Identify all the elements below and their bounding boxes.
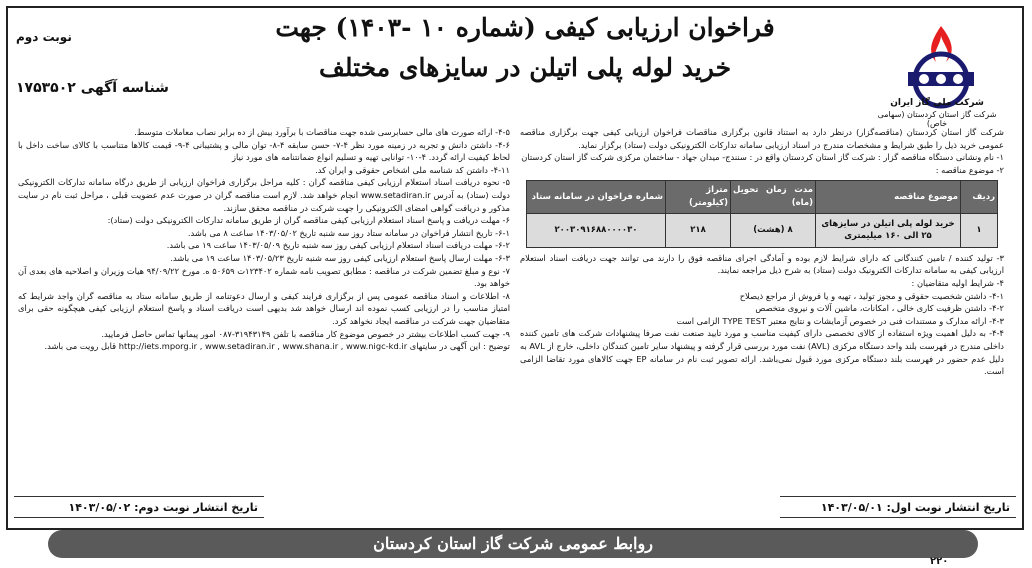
item-4-2: ۴-۲- داشتن ظرفیت کاری خالی ، امکانات، ماشین آلات و نیروی متخصص	[755, 303, 1004, 314]
cell-length: ۲۱۸	[666, 213, 731, 247]
intro-text: شرکت گاز استان کردستان (مناقصه‌گزار) درنظر دارد به استناد قانون برگزاری مناقصات فراخوان ارزیابی کیفی جهت برگزاری مناقصه عمومی خرید ذیل را طبق شرایط و مشخصات مندرج در اسناد ارزیابی سامانه تدارکات الکترونیکی دولت (ستاد) برگزار نماید.	[520, 127, 1004, 150]
company-name: شرکت ملی گاز ایران	[890, 98, 984, 108]
item-6-1: ۶-۱- تاریخ انتشار فراخوان در سامانه ستاد روز سه شنبه تاریخ ۱۴۰۳/۰۵/۰۲ ساعت ۸ می باشد.	[187, 227, 510, 238]
cell-subject: خرید لوله پلی اتیلن در سایزهای ۲۵ الی ۱۶۰ میلیمتری	[816, 213, 961, 247]
col-header-row-number: ردیف	[961, 181, 998, 213]
cell-row-number: ۱	[961, 213, 998, 247]
item-8: ۸- اطلاعات و اسناد مناقصه عمومی پس از برگزاری فرایند کیفی و ارسال دعوتنامه از طریق سامانه ستاد به مناقصه گران واجد شرایط که امتیاز مناسب را در ارزیابی کسب نموده اند ارسال خواهد شد بدیهی است دریافت اسناد و پاسخ استعلام ارزیابی کیفی هیچگونه حقی برای متقاضیان جهت شرکت در مناقصه ایجاد نخواهد کرد.	[18, 290, 510, 326]
col-header-delivery: مدت زمان تحویل (ماه)	[731, 181, 816, 213]
table-row	[527, 213, 998, 247]
col-header-subject: موضوع مناقصه	[816, 181, 961, 213]
tender-table	[526, 180, 998, 247]
cell-setad-number: ۲۰۰۳۰۹۱۶۸۸۰۰۰۰۳۰	[527, 213, 666, 247]
item-3: ۳- تولید کننده / تامین کنندگانی که دارای شرایط لازم بوده و آمادگی اجرای مناقصه فوق را دارند می توانند جهت دریافت اسناد استعلام ارزیابی کیفی به سامانه تدارکات الکترونیک دولت (ستاد) به شرح ذیل مراجعه نمایند.	[520, 252, 1004, 276]
item-4: ۴- شرایط اولیه متقاضیان :	[911, 277, 1004, 288]
website-note: توضیح : این آگهی در سایتهای http://iets.mporg.ir , www.setadiran.ir , www.shana.ir , www.nigc-kd.ir قابل رویت می باشد.	[44, 341, 510, 352]
item-4-5: ۴-۵- ارائه صورت های مالی حسابرسی شده جهت مناقصات با برآورد بیش از ده برابر نصاب معاملات متوسط.	[134, 127, 510, 137]
col-header-setad-number: شماره فراخوان در سامانه ستاد	[527, 181, 666, 213]
second-publish-date: تاریخ انتشار نوبت دوم: ۱۴۰۳/۰۵/۰۲	[14, 496, 264, 518]
title-line-1: فراخوان ارزیابی کیفی (شماره ۱۰ -۱۴۰۳) جهت	[275, 13, 775, 42]
item-9: ۹- جهت کسب اطلاعات بیشتر در خصوص موضوع کار مناقصه با تلفن ۳۱۹۴۳۱۴۹-۰۸۷ امور پیمانها تماس حاصل فرمایید.	[101, 328, 510, 339]
item-2: ۲- موضوع مناقصه :	[935, 164, 1004, 175]
first-publish-date: تاریخ انتشار نوبت اول: ۱۴۰۳/۰۵/۰۱	[780, 496, 1016, 518]
item-4-3: ۴-۳- ارائه مدارک و مستندات فنی در خصوص آزمایشات و نتایج معتبر TYPE TEST الزامی است	[676, 315, 1004, 326]
company-subname: شرکت گاز استان کردستان (سهامی خاص)	[877, 110, 997, 128]
item-4-4: ۴-۴- به دلیل اهمیت ویژه استفاده از کالای تخصصی دارای کیفیت مناسب و مورد تایید صنعت نفت صرفا پیشنهادات شرکت های تامین کننده داخلی مندرج در فهرست بلند واحد دستگاه مرکزی (AVL) نفت مورد بررسی قرار گرفته و پیشنهاد سایر تامین کنندگان داخلی، خارج از AVL به دلیل عدم حضور در فهرست بلند دستگاه مرکزی مورد قبول نمی‌باشد. ارائه تصویر ثبت نام در سامانه EP جهت کالاهای مورد تقاضا الزامی است.	[520, 328, 1004, 377]
left-column	[18, 126, 510, 353]
ad-title	[260, 8, 790, 88]
title-line-2: خرید لوله پلی اتیلن در سایزهای مختلف	[318, 53, 732, 82]
item-6-3: ۶-۳- مهلت ارسال پاسخ استعلام ارزیابی کیفی روز سه شنبه تاریخ ۱۴۰۳/۰۵/۲۳ ساعت ۱۹ می باشد.	[170, 252, 510, 263]
item-4-6: ۴-۶- داشتن دانش و تجربه در زمینه مورد نظر ۴-۷- حسن سابقه ۴-۸- توان مالی و پشتیبانی ۴-۹- قیمت کالاها متناسب با کالای ساخت داخل با لحاظ کیفیت ارائه گردد. ۴-۱۰- توانایی تهیه و تسلیم انواع ضمانتنامه های مورد نیاز	[18, 139, 511, 163]
item-6: ۶- مهلت دریافت و پاسخ اسناد استعلام ارزیابی کیفی مناقصه گران از طریق سامانه تدارکات الکترونیکی دولت (ستاد):	[107, 215, 510, 226]
ad-id: شناسه آگهی ۱۷۵۳۵۰۲	[16, 80, 169, 96]
item-1: ۱- نام ونشانی دستگاه مناقصه گزار : شرکت گاز استان کردستان واقع در : سنندج- میدان جهاد - ساختمان مرکزی شرکت گاز استان کردستان	[521, 152, 1004, 163]
turn-badge: نوبت دوم	[16, 30, 72, 44]
page-number: ۲۲۰	[930, 556, 949, 567]
item-4-11: ۴-۱۱- داشتن کد شناسه ملی اشخاص حقوقی و ایران کد.	[315, 164, 510, 175]
item-4-1: ۴-۱- داشتن شخصیت حقوقی و مجوز تولید ، تهیه و یا فروش از مراجع ذیصلاح	[739, 290, 1004, 301]
item-5: ۵- نحوه دریافت اسناد استعلام ارزیابی کیفی مناقصه گران : کلیه مراحل برگزاری فراخوان ارزیابی از طریق درگاه سامانه تدارکات الکترونیکی دولت (ستاد) به آدرس www.setadiran.ir انجام خواهد شد. لازم است مناقصه گران در صورت عدم عضویت قبلی ، مراحل ثبت نام در سایت مذکور و دریافت گواهی امضای الکترونیکی را جهت شرکت در مناقصه محقق سازند.	[18, 177, 510, 213]
cell-delivery: ۸ (هشت)	[731, 213, 816, 247]
item-7: ۷- نوع و مبلغ تضمین شرکت در مناقصه : مطابق تصویب نامه شماره ۱۲۳۴۰۲ت ۵۰۶۵۹ ه. مورخ ۹۴/۰۹/۲۲ هیات وزیران و اصلاحیه های بعدی آن خواهد بود.	[18, 265, 511, 289]
col-header-length: متراژ (کیلومتر)	[666, 181, 731, 213]
right-column	[520, 126, 1004, 378]
item-6-2: ۶-۲- مهلت دریافت اسناد استعلام ارزیابی کیفی روز سه شنبه تاریخ ۱۴۰۳/۰۵/۰۹ ساعت ۱۹ می باشد.	[166, 240, 510, 251]
table-header-row	[527, 181, 998, 213]
footer-banner-title: روابط عمومی شرکت گاز استان کردستان	[373, 534, 653, 553]
